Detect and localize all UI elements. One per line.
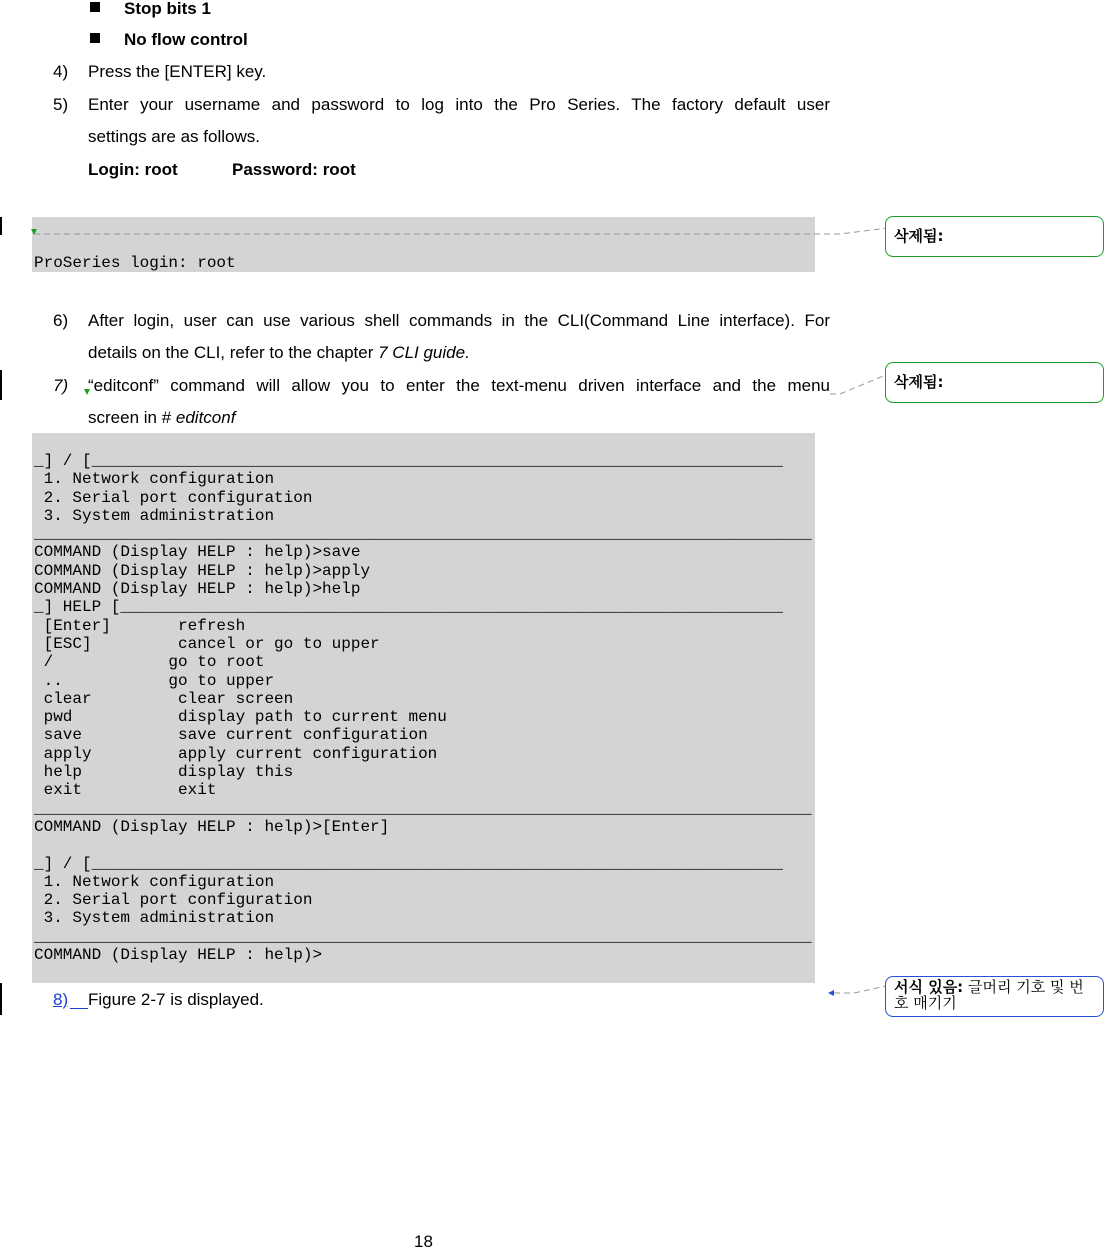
step-5-number: 5) <box>53 95 69 114</box>
bullet-square-icon <box>90 2 100 12</box>
bullet-stop-bits: Stop bits 1 <box>124 0 211 18</box>
code-line: _] / [________________________________________________________________________ <box>34 854 783 873</box>
editconf-code-block <box>32 433 815 983</box>
comment-title: 삭제됨: <box>894 373 944 391</box>
code-line: COMMAND (Display HELP : help)>[Enter] <box>34 817 390 836</box>
code-line: .. go to upper <box>34 671 275 690</box>
password-credential: Password: root <box>232 160 356 179</box>
comment-connector <box>800 368 890 398</box>
deleted-comment-balloon[interactable] <box>885 362 1104 403</box>
editconf-command: editconf <box>175 408 236 427</box>
code-line: 2. Serial port configuration <box>34 488 313 507</box>
bullet-square-icon <box>90 33 100 43</box>
change-bar <box>0 983 2 1015</box>
code-line: COMMAND (Display HELP : help)>help <box>34 580 361 599</box>
code-line: ProSeries login: root <box>34 253 236 272</box>
code-line: 3. System administration <box>34 909 275 928</box>
deleted-comment-balloon[interactable] <box>885 216 1104 257</box>
step-4-number: 4) <box>53 62 69 81</box>
comment-title: 삭제됨: <box>894 227 944 245</box>
code-line: _________________________________________________________________________________ <box>34 927 812 946</box>
code-line: 1. Network configuration <box>34 470 275 489</box>
code-line: COMMAND (Display HELP : help)> <box>34 946 323 965</box>
step-6-number: 6) <box>53 311 69 330</box>
step-8-text: Figure 2-7 is displayed. <box>88 990 264 1009</box>
bullet-flow-control: No flow control <box>124 30 248 49</box>
code-line: 1. Network configuration <box>34 872 275 891</box>
step-6-line-2-text: details on the CLI, refer to the chapter <box>88 343 379 362</box>
code-line: [ESC] cancel or go to upper <box>34 634 380 653</box>
step-5-line-2: settings are as follows. <box>88 127 260 146</box>
code-line: _] HELP [_____________________________________________________________________ <box>34 598 783 617</box>
chapter-reference: 7 CLI guide. <box>378 343 470 362</box>
code-line <box>34 836 815 854</box>
change-bar <box>0 217 2 235</box>
format-comment-balloon[interactable] <box>885 976 1104 1017</box>
step-6-line-2 <box>88 343 470 363</box>
code-line: 2. Serial port configuration <box>34 891 313 910</box>
code-line: / go to root <box>34 653 265 672</box>
comment-title: 서식 있음: <box>894 978 964 996</box>
code-line: pwd display path to current menu <box>34 708 447 727</box>
comment-connector <box>30 222 890 242</box>
step-7-line-1: “editconf” command will allow you to enter the text-menu driven interface and the menu <box>88 376 830 395</box>
code-line: clear clear screen <box>34 689 294 708</box>
code-line: _________________________________________________________________________________ <box>34 799 812 818</box>
step-8-number[interactable]: 8) <box>53 990 69 1009</box>
code-line: exit exit <box>34 781 217 800</box>
code-line: COMMAND (Display HELP : help)>apply <box>34 561 371 580</box>
step-6-line-1: After login, user can use various shell commands in the CLI(Command Line interface). For <box>88 311 830 330</box>
comment-body: 글머리 기호 및 번호 매기기 <box>894 978 1084 1012</box>
step-8-underline <box>70 1008 88 1009</box>
change-bar <box>0 370 2 400</box>
step-4-text: Press the [ENTER] key. <box>88 62 267 81</box>
code-line: [Enter] refresh <box>34 616 246 635</box>
code-line: apply apply current configuration <box>34 744 438 763</box>
step-7-line-2-text: screen in # <box>88 408 176 427</box>
code-line: _________________________________________________________________________________ <box>34 525 812 544</box>
code-line: 3. System administration <box>34 506 275 525</box>
login-credential: Login: root <box>88 160 178 179</box>
code-line: _] / [________________________________________________________________________ <box>34 452 783 470</box>
step-7-line-2 <box>88 408 235 428</box>
comment-connector <box>826 978 888 998</box>
step-7-number: 7) <box>53 376 69 395</box>
page-number: 18 <box>414 1232 433 1251</box>
code-line: save save current configuration <box>34 726 428 745</box>
code-line: help display this <box>34 763 294 782</box>
code-line: COMMAND (Display HELP : help)>save <box>34 543 361 562</box>
step-5-line-1: Enter your username and password to log into the Pro Series. The factory default user <box>88 95 830 114</box>
format-marker-icon <box>828 990 834 996</box>
